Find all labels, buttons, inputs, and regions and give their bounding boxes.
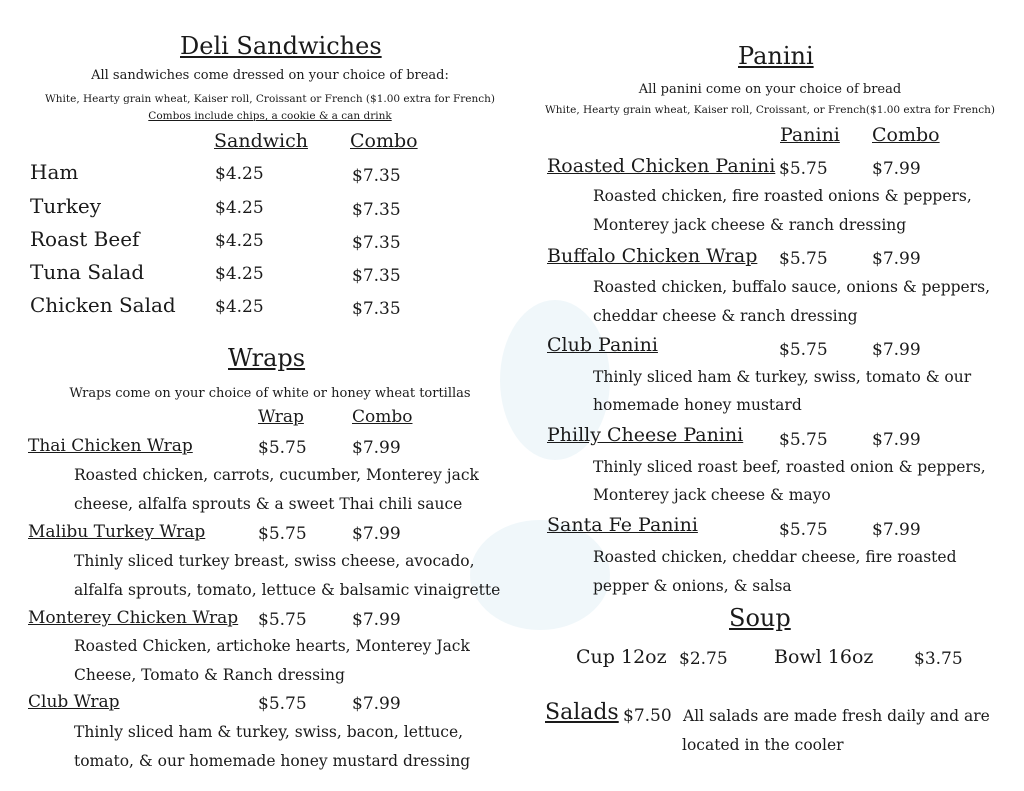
soup-title: Soup: [729, 604, 791, 632]
panini-item-desc: Roasted chicken, buffalo sauce, onions & peppers,: [593, 278, 991, 296]
wrap-item-combo-price: $7.99: [352, 694, 401, 714]
panini-item-combo-price: $7.99: [872, 159, 921, 179]
panini-item-name: Club Panini: [547, 334, 658, 356]
panini-item-desc: homemade honey mustard: [593, 396, 802, 414]
panini-item-panini-price: $5.75: [779, 159, 828, 179]
deli-item-combo-price: $7.35: [352, 166, 401, 186]
deli-item-name: Tuna Salad: [30, 260, 145, 284]
wrap-item-combo-price: $7.99: [352, 524, 401, 544]
wrap-item-wrap-price: $5.75: [258, 524, 307, 544]
wrap-item-wrap-price: $5.75: [258, 610, 307, 630]
deli-item-combo-price: $7.35: [352, 200, 401, 220]
wrap-item-desc: tomato, & our homemade honey mustard dressing: [74, 752, 471, 770]
wrap-item-combo-price: $7.99: [352, 610, 401, 630]
deli-item-sandwich-price: $4.25: [215, 198, 264, 218]
deli-item-combo-price: $7.35: [352, 266, 401, 286]
panini-item-desc: Monterey jack cheese & ranch dressing: [593, 216, 907, 234]
deli-item-sandwich-price: $4.25: [215, 297, 264, 317]
wrap-item-desc: alfalfa sprouts, tomato, lettuce & balsamic vinaigrette: [74, 581, 501, 599]
panini-item-combo-price: $7.99: [872, 249, 921, 269]
deli-note-combo: Combos include chips, a cookie & a can drink: [148, 110, 392, 122]
deli-note-bread: All sandwiches come dressed on your choice of bread:: [91, 68, 449, 83]
wrap-item-desc: cheese, alfalfa sprouts & a sweet Thai chili sauce: [74, 495, 463, 513]
soup-cup-label: Cup 12oz: [576, 646, 667, 668]
salads-title: Salads: [545, 700, 619, 725]
deli-item-name: Chicken Salad: [30, 293, 176, 317]
deli-note-options: White, Hearty grain wheat, Kaiser roll, Croissant or French ($1.00 extra for French): [45, 93, 495, 105]
wraps-col-combo: Combo: [352, 407, 413, 427]
deli-item-combo-price: $7.35: [352, 299, 401, 319]
wrap-item-name: Club Wrap: [28, 692, 120, 712]
deli-item-name: Roast Beef: [30, 227, 140, 251]
salads-note: located in the cooler: [682, 736, 844, 754]
soup-cup-price: $2.75: [679, 649, 728, 669]
panini-item-desc: Roasted chicken, fire roasted onions & peppers,: [593, 187, 972, 205]
panini-item-desc: cheddar cheese & ranch dressing: [593, 307, 858, 325]
salads-note: All salads are made fresh daily and are: [683, 707, 990, 725]
wrap-item-wrap-price: $5.75: [258, 694, 307, 714]
salads-price: $7.50: [623, 706, 672, 726]
wrap-item-wrap-price: $5.75: [258, 438, 307, 458]
deli-item-name: Ham: [30, 160, 79, 184]
panini-note-bread: All panini come on your choice of bread: [638, 82, 902, 97]
panini-item-combo-price: $7.99: [872, 430, 921, 450]
panini-title: Panini: [738, 42, 814, 70]
soup-bowl-label: Bowl 16oz: [774, 646, 874, 668]
wrap-item-name: Malibu Turkey Wrap: [28, 522, 206, 542]
deli-item-combo-price: $7.35: [352, 233, 401, 253]
panini-item-desc: Thinly sliced roast beef, roasted onion & peppers,: [593, 458, 986, 476]
panini-item-desc: Monterey jack cheese & mayo: [593, 486, 831, 504]
panini-item-desc: Thinly sliced ham & turkey, swiss, tomato & our: [593, 368, 972, 386]
panini-item-name: Santa Fe Panini: [547, 514, 698, 536]
deli-col-sandwich: Sandwich: [214, 130, 308, 152]
panini-item-combo-price: $7.99: [872, 340, 921, 360]
wrap-item-name: Thai Chicken Wrap: [28, 436, 193, 456]
background-watercolor: [470, 520, 610, 630]
wrap-item-desc: Roasted chicken, carrots, cucumber, Monterey jack: [74, 466, 479, 484]
wrap-item-desc: Thinly sliced ham & turkey, swiss, bacon, lettuce,: [74, 723, 464, 741]
panini-item-panini-price: $5.75: [779, 520, 828, 540]
deli-item-name: Turkey: [30, 194, 102, 218]
panini-item-desc: pepper & onions, & salsa: [593, 577, 792, 595]
deli-title: Deli Sandwiches: [180, 32, 382, 60]
wraps-col-wrap: Wrap: [258, 407, 304, 427]
panini-item-panini-price: $5.75: [779, 340, 828, 360]
soup-bowl-price: $3.75: [914, 649, 963, 669]
panini-item-name: Philly Cheese Panini: [547, 424, 744, 446]
wrap-item-desc: Thinly sliced turkey breast, swiss cheese, avocado,: [74, 552, 475, 570]
deli-item-sandwich-price: $4.25: [215, 231, 264, 251]
wrap-item-desc: Cheese, Tomato & Ranch dressing: [74, 666, 345, 684]
wrap-item-name: Monterey Chicken Wrap: [28, 608, 239, 628]
panini-item-desc: Roasted chicken, cheddar cheese, fire roasted: [593, 548, 957, 566]
panini-col-panini: Panini: [780, 124, 840, 146]
wraps-note: Wraps come on your choice of white or honey wheat tortillas: [69, 386, 471, 401]
panini-col-combo: Combo: [872, 124, 940, 146]
wrap-item-combo-price: $7.99: [352, 438, 401, 458]
panini-item-combo-price: $7.99: [872, 520, 921, 540]
wraps-title: Wraps: [228, 344, 306, 372]
deli-item-sandwich-price: $4.25: [215, 164, 264, 184]
wrap-item-desc: Roasted Chicken, artichoke hearts, Monterey Jack: [74, 637, 470, 655]
panini-item-name: Roasted Chicken Panini: [547, 155, 776, 177]
panini-item-panini-price: $5.75: [779, 249, 828, 269]
panini-note-options: White, Hearty grain wheat, Kaiser roll, Croissant, or French($1.00 extra for French): [545, 104, 995, 116]
panini-item-panini-price: $5.75: [779, 430, 828, 450]
deli-item-sandwich-price: $4.25: [215, 264, 264, 284]
panini-item-name: Buffalo Chicken Wrap: [547, 245, 758, 267]
deli-col-combo: Combo: [350, 130, 418, 152]
